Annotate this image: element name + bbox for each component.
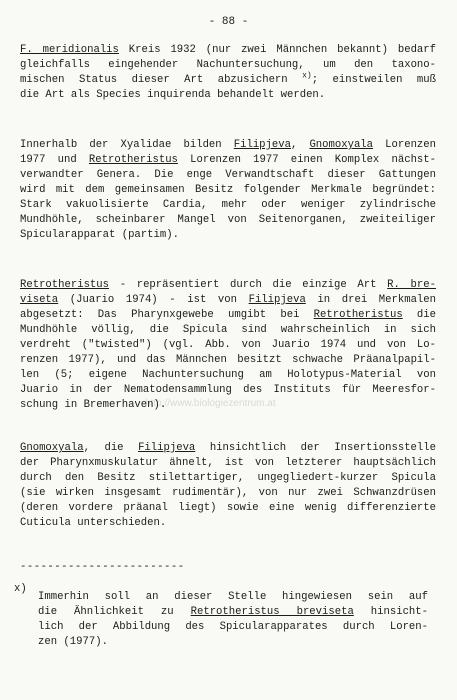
text-line: (deren vordere präanal liegt) sowie eine wenig differenzierte <box>20 502 436 514</box>
taxon-name: Retrotheristus <box>88 154 178 166</box>
paragraph-meridionalis <box>20 43 436 103</box>
text-line: Immerhin soll an dieser Stelle hingewiesen sein auf <box>38 591 428 603</box>
text-line: Cuticula unterschieden. <box>20 517 167 529</box>
text-line: 1977 und Retrotheristus Lorenzen 1977 einen Komplex nächst- <box>20 154 436 166</box>
taxon-name: Retrotheristus <box>20 279 110 291</box>
text-line: die Ähnlichkeit zu Retrotheristus breviseta hinsicht- <box>38 606 428 618</box>
paragraph-gnomoxyala <box>20 441 436 531</box>
watermark: http://www.biologiezentrum.at <box>145 398 276 409</box>
text-line: Innerhalb der Xyalidae bilden Filipjeva, Gnomoxyala Lorenzen <box>20 139 437 151</box>
text-line: schung in Bremerhaven). <box>20 399 167 411</box>
taxon-name: Gnomoxyala <box>20 442 84 454</box>
text-line: verdreht ("twisted") (vgl. Abb. von Juario 1974 und von Lo- <box>20 339 436 351</box>
text-line: Spicularapparat (partim). <box>20 229 179 241</box>
text-line: gleichfalls eingehender Nachuntersuchung, um den taxono- <box>20 59 436 71</box>
taxon-name: R. bre- <box>387 279 436 291</box>
text-line: viseta (Juario 1974) - ist von Filipjeva in drei Merkmalen <box>20 294 436 306</box>
paragraph-retrotheristus <box>20 278 436 413</box>
text-line: Retrotheristus - repräsentiert durch die einzige Art R. bre- <box>20 279 436 291</box>
taxon-name: viseta <box>20 294 59 306</box>
taxon-name: Retrotheristus <box>313 309 403 321</box>
text-line: Juario in der Nematodensammlung des Instituts für Meeresfor- <box>20 384 436 396</box>
page-number: - 88 - <box>208 16 249 28</box>
taxon-name: F. meridionalis <box>20 44 119 56</box>
text-line: Gnomoxyala, die Filipjeva hinsichtlich der Insertionsstelle <box>20 442 436 454</box>
footnote <box>38 590 428 650</box>
text-line: Mundhöhle völlig, die Spicula sind wahrscheinlich in sich <box>20 324 436 336</box>
taxon-name: Gnomoxyala <box>309 139 374 151</box>
text-line: die Art als Species inquirenda behandelt werden. <box>20 89 326 101</box>
footnote-ref: x) <box>302 71 312 81</box>
text-line: lich der Abbildung des Spicularapparates durch Loren- <box>38 621 428 633</box>
text-line: Stark vakuolisierte Cardia, mehr oder weniger zylindrische <box>20 199 436 211</box>
text-line: wird mit dem gemeinsamen Besitz folgender Merkmale begründet: <box>20 184 436 196</box>
taxon-name: Filipjeva <box>248 294 306 306</box>
text-line: F. meridionalis Kreis 1932 (nur zwei Männchen bekannt) bedarf <box>20 44 437 56</box>
text-line: der Pharynxmuskulatur ähnelt, ist von letzterer hauptsächlich <box>20 457 436 469</box>
taxon-name: Filipjeva <box>233 139 291 151</box>
taxon-name: Filipjeva <box>138 442 196 454</box>
text-line: mischen Status dieser Art abzusichern $^{x)}$; einstweilen muß <box>20 71 437 86</box>
text-line: abgesetzt: Das Pharynxgewebe umgibt bei Retrotheristus die <box>20 309 436 321</box>
footnote-mark: x) <box>14 583 27 595</box>
text-line: renzen 1977), und das Männchen besitzt schwache Präanalpapil- <box>20 354 436 366</box>
footnote-divider: ------------------------ <box>20 561 185 573</box>
text-line: len (5; eigene Nachuntersuchung am Holotypus-Material von <box>20 369 436 381</box>
paragraph-xyalidae <box>20 138 436 243</box>
text-line: zen (1977). <box>38 636 108 648</box>
text-line: (sie wirken insgesamt rudimentär), von nur zwei Schwanzdrüsen <box>20 487 436 499</box>
text-line: durch den Besitz stilettartiger, ungegliedert-kurzer Spicula <box>20 472 436 484</box>
text-line: verwandter Genera. Die enge Verwandtschaft dieser Gattungen <box>20 169 436 181</box>
taxon-name: Retrotheristus breviseta <box>190 606 354 618</box>
text-line: Mundhöhle, scheinbarer Mangel von Seitenorganen, zweiteiliger <box>20 214 436 226</box>
